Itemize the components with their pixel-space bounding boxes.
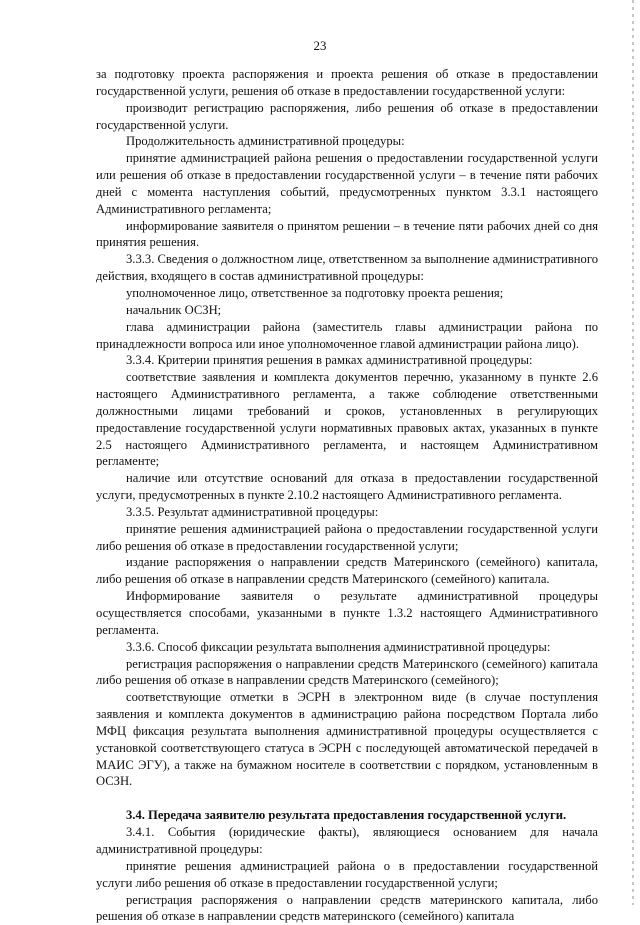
section-3-3-4: 3.3.4. Критерии принятия решения в рамках административной процедуры: <box>96 352 598 369</box>
scan-edge-mark <box>632 0 634 905</box>
paragraph: принятие администрацией района решения о предоставлении государственной услуги или решения об отказе в предоставлении государственной услуги – в течение пяти рабочих дней с момента наступления событий, предусмотренных пунктом 3.3.1 настоящего Административного регламента; <box>96 150 598 217</box>
paragraph: принятие решения администрацией района о предоставлении государственной услуги либо решения об отказе в предоставлении государственной услуги; <box>96 521 598 555</box>
section-3-3-6: 3.3.6. Способ фиксации результата выполнения административной процедуры: <box>96 639 598 656</box>
document-body <box>96 66 598 925</box>
paragraph: Продолжительность административной процедуры: <box>96 133 598 150</box>
paragraph: Информирование заявителя о результате административной процедуры осуществляется способами, указанными в пункте 1.3.2 настоящего Административного регламента. <box>96 588 598 639</box>
paragraph: соответствующие отметки в ЭСРН в электронном виде (в случае поступления заявления и комплекта документов в администрацию района посредством Портала либо МФЦ фиксация результата выполнения административной процедуры осуществляется с установкой соответствующего статуса в ЭСРН с последующей автоматической передачей в МАИС ЭГУ), а также на бумажном носителе в соответствии с порядком, установленным в ОСЗН. <box>96 689 598 790</box>
paragraph: за подготовку проекта распоряжения и проекта решения об отказе в предоставлении государственной услуги, решения об отказе в предоставлении государственной услуги: <box>96 66 598 100</box>
paragraph: регистрация распоряжения о направлении средств Материнского (семейного) капитала либо решения об отказе в направлении средств Материнского (семейного); <box>96 656 598 690</box>
paragraph: производит регистрацию распоряжения, либо решения об отказе в предоставлении государственной услуги. <box>96 100 598 134</box>
section-3-3-5: 3.3.5. Результат административной процедуры: <box>96 504 598 521</box>
page-number: 23 <box>0 38 640 54</box>
paragraph: глава администрации района (заместитель главы администрации района по принадлежности вопроса или иное уполномоченное главой администрации района лицо). <box>96 319 598 353</box>
section-heading-3-4: 3.4. Передача заявителю результата предоставления государственной услуги. <box>96 807 598 824</box>
paragraph: наличие или отсутствие оснований для отказа в предоставлении государственной услуги, предусмотренных в пункте 2.10.2 настоящего Административного регламента. <box>96 470 598 504</box>
paragraph: уполномоченное лицо, ответственное за подготовку проекта решения; <box>96 285 598 302</box>
paragraph: принятие решения администрацией района о в предоставлении государственной услуги либо решения об отказе в предоставлении государственной услуги; <box>96 858 598 892</box>
paragraph: регистрация распоряжения о направлении средств материнского капитала, либо решения об отказе в направлении средств материнского (семейного) капитала <box>96 892 598 925</box>
section-3-3-3: 3.3.3. Сведения о должностном лице, ответственном за выполнение административного действия, входящего в состав административной процедуры: <box>96 251 598 285</box>
section-3-4-1: 3.4.1. События (юридические факты), являющиеся основанием для начала административной процедуры: <box>96 824 598 858</box>
paragraph: соответствие заявления и комплекта документов перечню, указанному в пункте 2.6 настоящего Административного регламента, а также соблюдение ответственными должностными лицами требований и сроков, установленных в регулирующих предоставление государственной услуги нормативных правовых актах, указанных в пункте 2.5 настоящего Административного регламента, и настоящем Административном регламенте; <box>96 369 598 470</box>
paragraph: начальник ОСЗН; <box>96 302 598 319</box>
paragraph: издание распоряжения о направлении средств Материнского (семейного) капитала, либо решения об отказе в направлении средств Материнского (семейного) капитала. <box>96 554 598 588</box>
paragraph: информирование заявителя о принятом решении – в течение пяти рабочих дней со дня принятия решения. <box>96 218 598 252</box>
